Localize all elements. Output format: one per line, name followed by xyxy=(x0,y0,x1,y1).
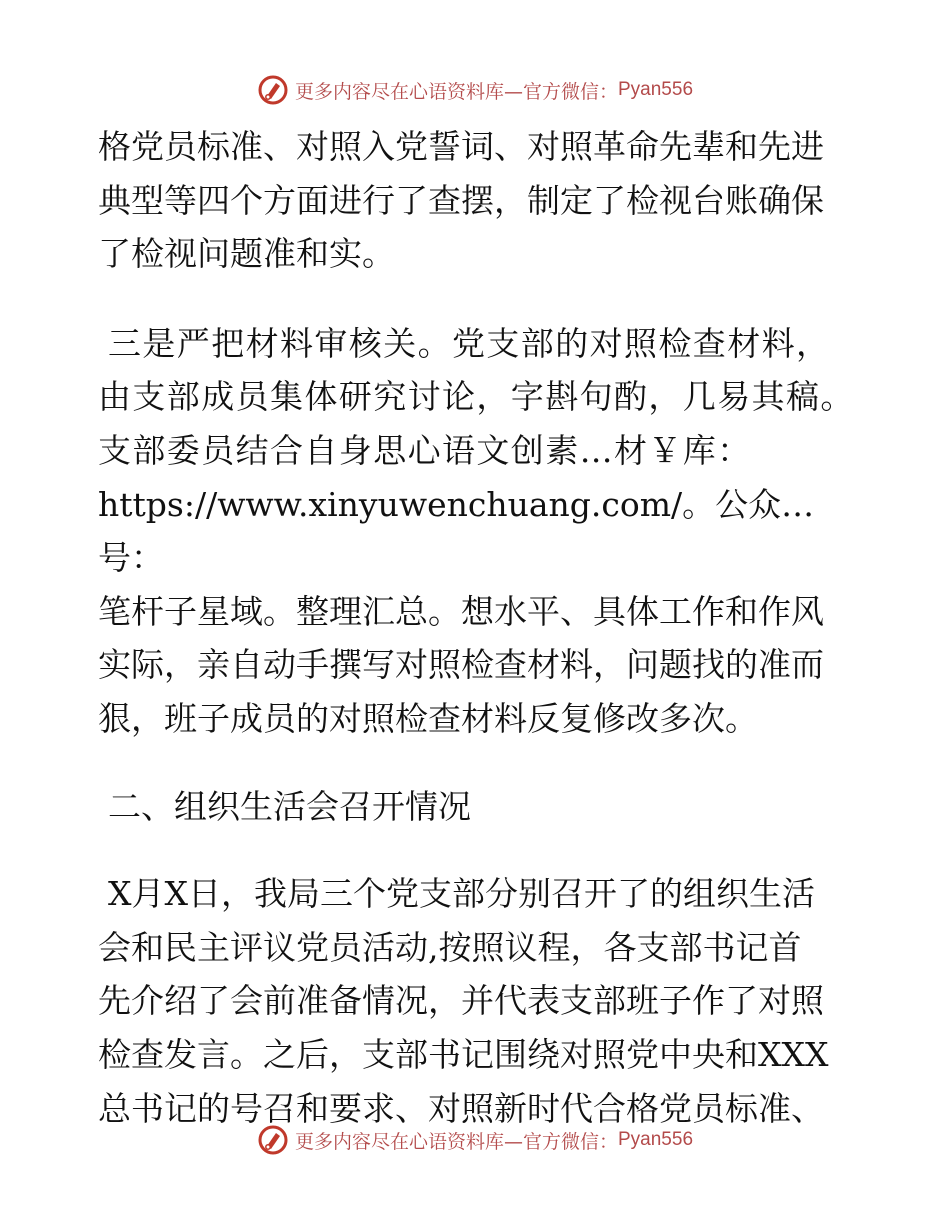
text-line: 格党员标准、对照入党誓词、对照革命先辈和先进 xyxy=(98,127,824,166)
watermark-account: Pyan556 xyxy=(618,1129,694,1150)
footer-watermark xyxy=(0,1120,950,1160)
text-line: 实际，亲自动手撰写对照检查材料，问题找的准而 xyxy=(98,645,824,685)
watermark-text: 更多内容尽在心语资料库—官方微信： xyxy=(294,80,618,103)
paragraph-gap xyxy=(98,746,858,780)
paragraph-2 xyxy=(98,317,858,746)
pen-nib-logo-icon xyxy=(257,1124,289,1156)
text-line: 会和民主评议党员活动,按照议程，各支部书记首 xyxy=(98,927,802,967)
pen-nib-logo-icon xyxy=(257,74,289,106)
paragraph-gap xyxy=(98,281,858,317)
text-line: https://www.xinyuwenchuang.com/。公众…号： xyxy=(98,484,815,578)
paragraph-gap xyxy=(98,833,858,867)
text-line: 笔杆子星域。整理汇总。想水平、具体工作和作风 xyxy=(98,591,824,631)
watermark-text: 更多内容尽在心语资料库—官方微信： xyxy=(294,1130,618,1153)
text-line: 先介绍了会前准备情况，并代表支部班子作了对照 xyxy=(98,981,824,1021)
text-line: 支部委员结合自身思心语文创素…材￥库： xyxy=(98,430,752,470)
header-watermark xyxy=(0,70,950,110)
text-line: X月X日，我局三个党支部分别召开了的组织生活 xyxy=(108,874,815,914)
text-line: 由支部成员集体研究讨论，字斟句酌，几易其稿。 xyxy=(98,377,855,417)
document-body xyxy=(98,120,858,1135)
text-line: 检查发言。之后，支部书记围绕对照党中央和XXX xyxy=(98,1034,829,1074)
paragraph-1 xyxy=(98,120,858,281)
text-line: 三是严把材料审核关。党支部的对照检查材料， xyxy=(108,323,831,363)
section-heading: 二、组织生活会召开情况 xyxy=(108,786,471,826)
text-line: 典型等四个方面进行了查摆，制定了检视台账确保 xyxy=(98,180,824,220)
text-line: 总书记的号召和要求、对照新时代合格党员标准、 xyxy=(98,1088,824,1128)
text-line: 了检视问题准和实。 xyxy=(98,234,395,274)
watermark-account: Pyan556 xyxy=(618,79,694,100)
paragraph-3 xyxy=(98,867,858,1135)
text-line: 狠，班子成员的对照检查材料反复修改多次。 xyxy=(98,698,758,738)
